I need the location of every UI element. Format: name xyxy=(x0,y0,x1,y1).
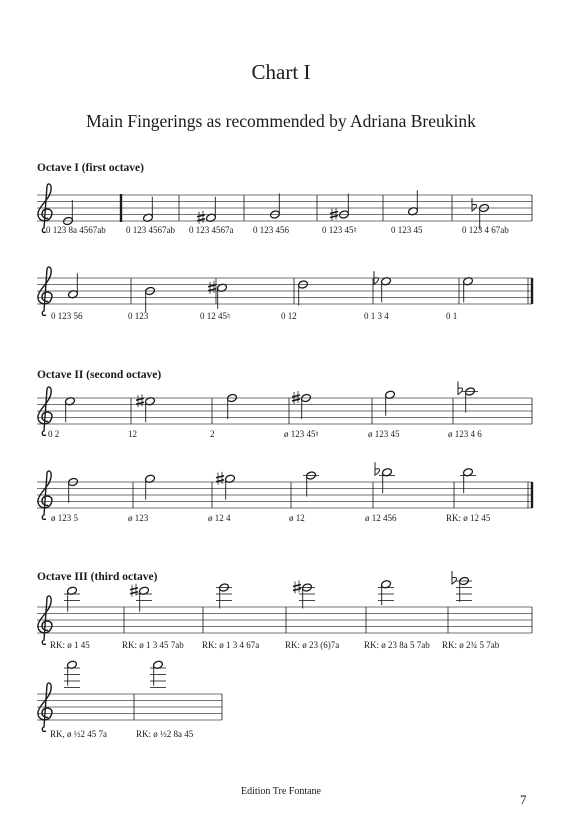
flat-icon xyxy=(472,198,477,211)
sharp-icon xyxy=(208,285,216,287)
sharp-icon xyxy=(136,398,144,400)
fingering-label: 0 123 56 xyxy=(51,311,83,321)
fingering-label: RK: ø 1 3 45 7ab xyxy=(122,640,184,650)
fingering-label: RK: ø 1 45 xyxy=(50,640,90,650)
sharp-icon xyxy=(330,212,338,214)
fingering-label: ø 12 456 xyxy=(365,513,397,523)
fingering-label: ø 12 xyxy=(289,513,305,523)
fingering-label: RK: ø 23 (6)7a xyxy=(285,640,340,650)
fingering-label: 0 1 xyxy=(446,311,458,321)
page-number: 7 xyxy=(520,792,527,807)
sharp-icon xyxy=(208,289,216,291)
fingering-label: 12 xyxy=(128,429,137,439)
fingering-label: 0 1 3 4 xyxy=(364,311,389,321)
flat-icon xyxy=(458,382,463,395)
fingering-label: RK: ø ½2 8a 45 xyxy=(136,729,194,739)
sharp-icon xyxy=(292,395,300,397)
fingering-label: 0 12 xyxy=(281,311,297,321)
fingering-label: 0 123 45 xyxy=(391,225,423,235)
fingering-label: ø 123 45 xyxy=(368,429,400,439)
fingering-label: 2 xyxy=(210,429,215,439)
sharp-icon xyxy=(293,589,301,591)
section-heading-octave-3: Octave III (third octave) xyxy=(37,571,158,583)
flat-icon xyxy=(375,462,380,475)
section-heading-octave-2: Octave II (second octave) xyxy=(37,369,162,381)
sharp-icon xyxy=(130,592,138,594)
sharp-icon xyxy=(136,402,144,404)
fingering-label: 0 123 xyxy=(128,311,149,321)
sharp-icon xyxy=(197,215,205,217)
sharp-icon xyxy=(293,585,301,587)
fingering-label: ø 123 xyxy=(128,513,149,523)
fingering-label: RK: ø 2¾ 5 7ab xyxy=(442,640,500,650)
fingering-label: RK: ø 23 8a 5 7ab xyxy=(364,640,430,650)
chart-title: Chart I xyxy=(251,60,311,84)
flat-icon xyxy=(452,571,457,584)
sharp-icon xyxy=(292,399,300,401)
section-heading-octave-1: Octave I (first octave) xyxy=(37,162,144,174)
fingering-label: RK, ø ½2 45 7a xyxy=(50,729,107,739)
fingering-label: 0 2 xyxy=(48,429,60,439)
fingering-label: ø 123 5 xyxy=(51,513,78,523)
sharp-icon xyxy=(330,216,338,218)
fingering-label: 0 12 45♮ xyxy=(200,311,231,321)
fingering-label: 0 123 4567a xyxy=(189,225,234,235)
sharp-icon xyxy=(130,588,138,590)
fingering-label: RK: ø 1 3 4 67a xyxy=(202,640,260,650)
sharp-icon xyxy=(216,480,224,482)
fingering-label: RK: ø 12 45 xyxy=(446,513,491,523)
fingering-label: 0 123 4 67ab xyxy=(462,225,509,235)
fingering-label: ø 123 4 6 xyxy=(448,429,482,439)
chart-subtitle: Main Fingerings as recommended by Adriana Breukink xyxy=(86,111,476,131)
fingering-label: 0 123 456 xyxy=(253,225,289,235)
flat-icon xyxy=(374,271,379,284)
fingering-label: 0 123 4567ab xyxy=(126,225,175,235)
fingering-label: ø 12 4 xyxy=(208,513,231,523)
fingering-label: 0 123 45♮ xyxy=(322,225,357,235)
sharp-icon xyxy=(197,219,205,221)
footer-edition: Edition Tre Fontane xyxy=(240,786,321,797)
sharp-icon xyxy=(216,476,224,478)
fingering-label: 0 123 8a 4567ab xyxy=(46,225,106,235)
fingering-label: ø 123 45♮ xyxy=(284,429,319,439)
